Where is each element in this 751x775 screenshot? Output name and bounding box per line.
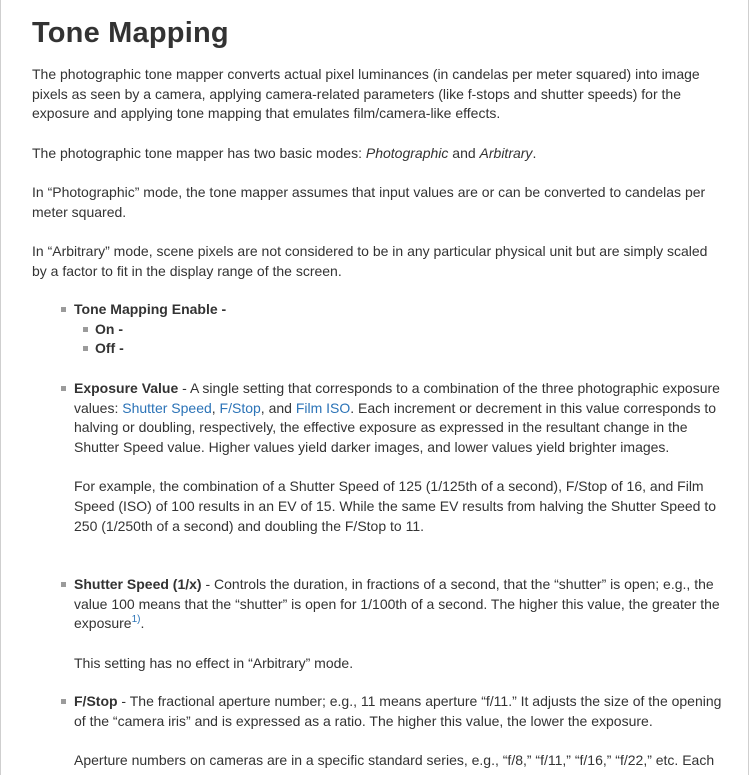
modes-paragraph [32,144,722,164]
shutter-paragraph [74,575,722,634]
intro-paragraph: The photographic tone mapper converts actual pixel luminances (in candelas per meter squared) into image pixels as seen by a camera, applying camera-related parameters (like f-stops and shutter speeds) for the exposure and applying tone mapping that emulates film/camera-like effects. [32,66,700,122]
shutter-text: - Controls the duration, in fractions of a second, that the “shutter” is open; e.g., the value 100 means that the “shutter” is open for 1/100th of a second. The higher this value, the greater the exposure [74,576,720,632]
exposure-separator: , and [260,399,296,416]
exposure-label: Exposure Value [74,380,179,396]
tone-enable-dash: - [217,301,227,317]
modes-end: . [532,145,537,161]
bullet-icon [61,307,66,312]
exposure-paragraph [74,379,722,457]
list-item-exposure-value [74,379,722,536]
mode-arbitrary: Arbitrary [479,145,533,161]
arbitrary-mode-paragraph: In “Arbitrary” mode, scene pixels are not considered to be in any particular physical unit but are simply scaled by a factor to fit in the display range of the screen. [32,243,708,279]
modes-text: The photographic tone mapper has two basic modes: [32,145,366,161]
bullet-icon [83,346,88,351]
footnote-link[interactable]: 1) [131,614,141,626]
photographic-mode-paragraph: In “Photographic” mode, the tone mapper assumes that input values are or can be converted to candelas per meter squared. [32,184,706,220]
shutter-end: . [140,615,145,632]
mode-photographic: Photographic [365,145,449,161]
list-item-tone-mapping-enable [74,300,722,359]
exposure-text-2: . Each increment or decrement in this value corresponds to halving or doubling, respectively, the effective exposure as expressed in the resultant change in the Shutter Speed value. Higher values yield darker images, and lower values yield brighter images. [74,399,717,455]
sub-item-on [95,320,722,340]
modes-and: and [448,145,480,161]
tone-enable-line [74,300,722,320]
exposure-example-paragraph: For example, the combination of a Shutter Speed of 125 (1/125th of a second), F/Stop of 16, and Film Speed (ISO) of 100 results in an EV of 15. While the same EV results from halving the Shutter Speed to 250 (1/250th of a second) and doubling the F/Stop to 11. [74,478,717,534]
option-off-label: Off - [95,340,124,357]
sub-item-off [95,339,722,359]
shutter-note: This setting has no effect in “Arbitrary” mode. [74,654,354,671]
film-iso-link[interactable]: Film ISO [295,399,351,416]
exposure-text: - A single setting that corresponds to a combination of the three photographic exposure values: [74,380,720,416]
tone-enable-label: Tone Mapping Enable [74,301,218,317]
list-item-fstop [74,692,722,771]
fstop-paragraph [74,692,722,731]
bullet-icon [61,386,66,391]
page-title: Tone Mapping [32,17,229,49]
shutter-label: Shutter Speed (1/x) [74,576,202,592]
aperture-paragraph: Aperture numbers on cameras are in a specific standard series, e.g., “f/8,” “f/11,” “f/16,” “f/22,” etc. Each [74,752,715,769]
fstop-link[interactable]: F/Stop [219,399,261,416]
exposure-separator: , [211,399,220,416]
fstop-label: F/Stop [74,693,118,709]
fstop-text: - The fractional aperture number; e.g., 11 means aperture “f/11.” It adjusts the size of the opening of the “camera iris” and is expressed as a ratio. The higher this value, the lower the exposure. [74,693,722,729]
bullet-icon [61,582,66,587]
list-item-shutter-speed [74,575,722,673]
bullet-icon [61,699,66,704]
option-on-label: On - [95,320,123,337]
shutter-speed-link[interactable]: Shutter Speed [122,399,212,416]
bullet-icon [83,327,88,332]
